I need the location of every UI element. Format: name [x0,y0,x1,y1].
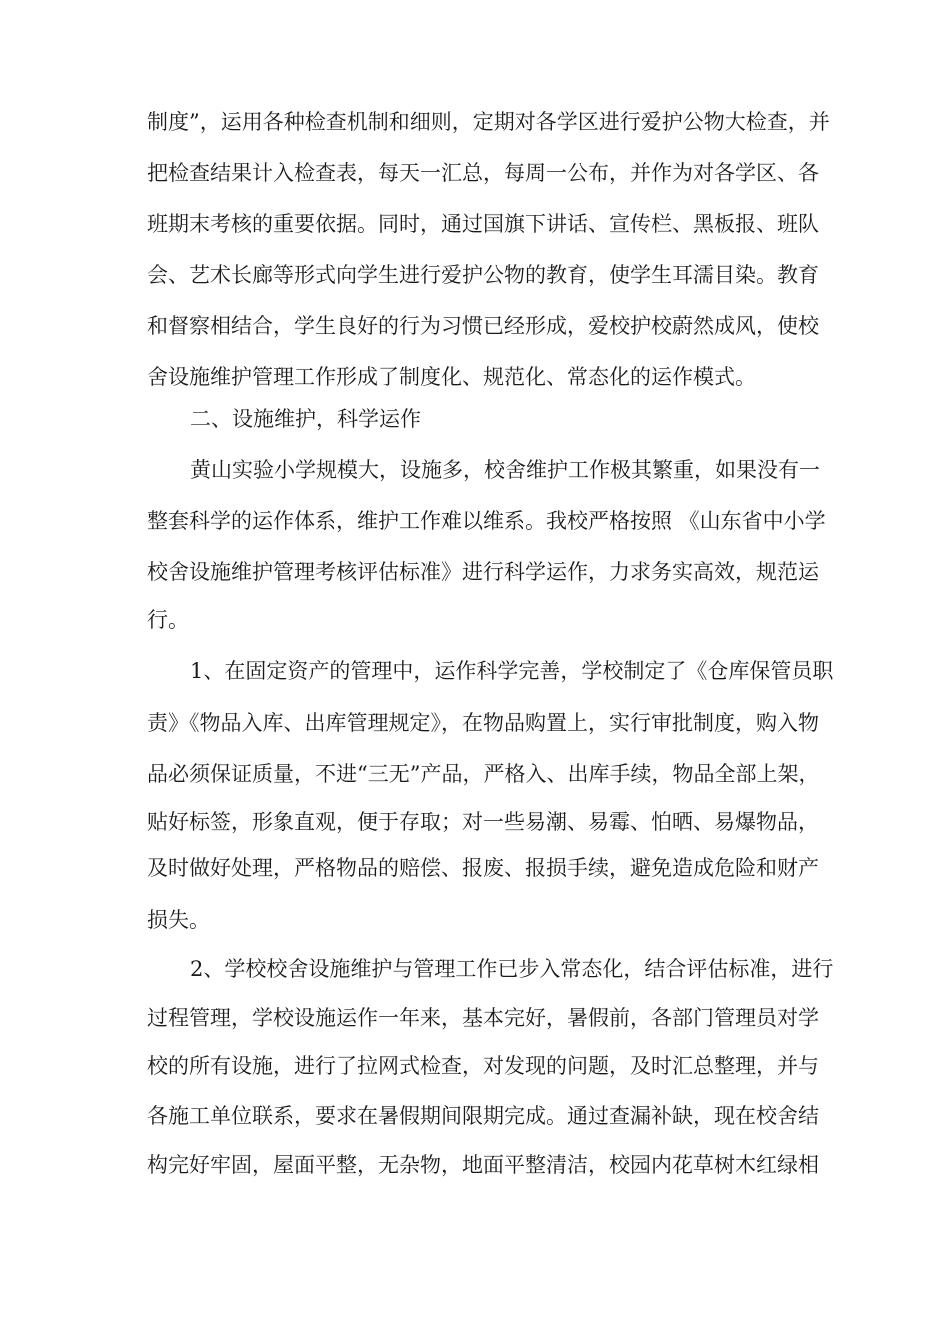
text-line: 品必须保证质量，不进“三无”产品，严格入、出库手续，物品全部上架， [147,762,820,786]
text-line: 制度”，运用各种检查机制和细则，定期对各学区进行爱护公物大检查，并 [147,110,830,134]
text-line: 把检查结果计入检查表，每天一汇总，每周一公布，并作为对各学区、各 [147,161,819,185]
text-line: 班期末考核的重要依据。同时，通过国旗下讲话、宣传栏、黑板报、班队 [147,212,819,236]
text-line: 责》《物品入库、出库管理规定》，在物品购置上，实行审批制度，购入物 [147,711,819,735]
text-line: 校舍设施维护管理考核评估标准》进行科学运作，力求务实高效，规范运 [147,560,819,584]
section-heading: 二、设施维护，科学运作 [190,407,421,431]
text-line: 构完好牢固，屋面平整，无杂物，地面平整清洁，校园内花草树木红绿相 [147,1153,819,1177]
text-line: 2、学校校舍设施维护与管理工作已步入常态化，结合评估标准，进行 [190,957,834,981]
text-line: 及时做好处理，严格物品的赔偿、报废、报损手续，避免造成危险和财产 [147,856,819,880]
text-line: 行。 [147,608,189,632]
text-line: 损失。 [147,908,210,932]
text-line: 贴好标签，形象直观，便于存取；对一些易潮、易霉、怕晒、易爆物品， [147,810,819,834]
text-line: 过程管理，学校设施运作一年来，基本完好，暑假前，各部门管理员对学 [147,1006,819,1030]
text-line: 舍设施维护管理工作形成了制度化、规范化、常态化的运作模式。 [147,365,756,389]
text-line: 校的所有设施，进行了拉网式检查，对发现的问题，及时汇总整理，并与 [147,1054,819,1078]
text-line: 黄山实验小学规模大，设施多，校舍维护工作极其繁重，如果没有一 [190,458,820,482]
text-line: 1、在固定资产的管理中，运作科学完善，学校制定了《仓库保管员职 [190,659,834,683]
text-line: 会、艺术长廊等形式向学生进行爱护公物的教育，使学生耳濡目染。教育 [147,263,819,287]
text-line: 各施工单位联系，要求在暑假期间限期完成。通过查漏补缺，现在校舍结 [147,1104,819,1128]
text-line: 整套科学的运作体系，维护工作难以维系。我校严格按照 《山东省中小学 [147,509,826,533]
text-line: 和督察相结合，学生良好的行为习惯已经形成，爱校护校蔚然成风，使校 [147,314,819,338]
